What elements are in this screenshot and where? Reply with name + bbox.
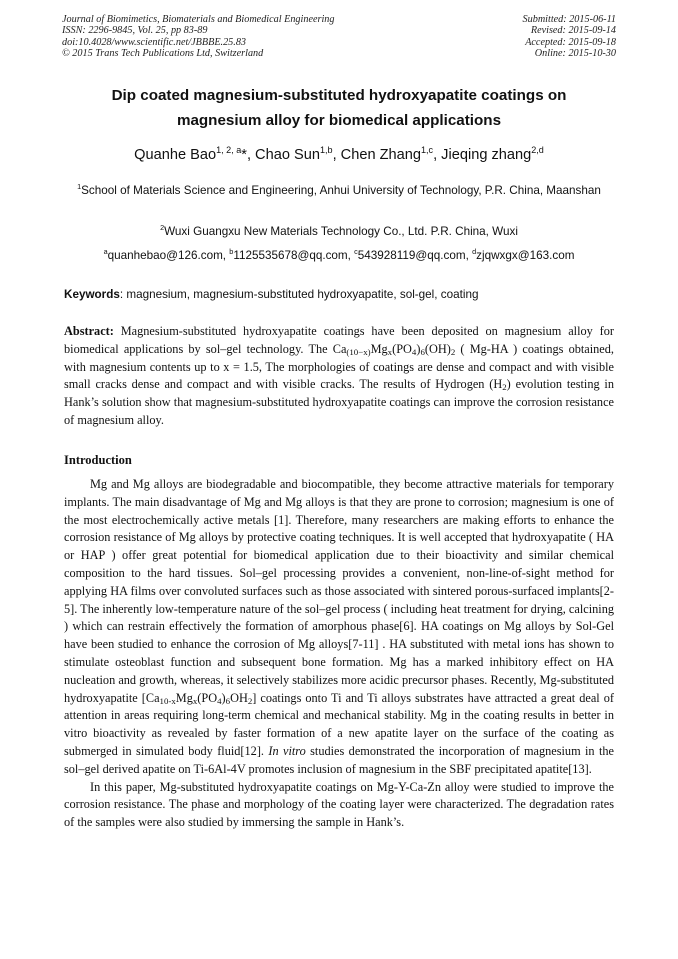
affiliation-2-number: 2 [160, 223, 165, 233]
affiliation-2 [70, 222, 608, 242]
intro-text: OH [230, 690, 248, 705]
abstract-sub: (10−x) [346, 346, 371, 357]
email-a-mark: a [103, 247, 108, 257]
abstract-sub: 6 [420, 346, 425, 357]
abstract-sub: x [387, 346, 393, 357]
doi-info: doi:10.4028/www.scientific.net/JBBBE.25.83 [62, 36, 247, 48]
copyright-info: © 2015 Trans Tech Publications Ltd, Switzerland [62, 48, 264, 60]
abstract-text: (PO [392, 341, 412, 356]
author-2: , Chao Sun [246, 147, 320, 163]
abstract [64, 323, 614, 430]
email-b[interactable]: 1125535678@qq.com, [233, 249, 355, 262]
keywords [64, 287, 614, 303]
abstract-text: Mg [370, 341, 388, 356]
accepted-date: Accepted: 2015-09-18 [525, 36, 616, 48]
intro-paragraph-1 [64, 476, 614, 779]
intro-text: studies demonstrated the incorporation of magnesium in the sol–gel derived apatite on Ti-6Al-4V promotes inclusion of magnesium in the SBF precipitated apatite[13]. [64, 743, 614, 776]
abstract-sub: 2 [450, 346, 456, 357]
journal-header [62, 14, 616, 60]
intro-text: ] coatings onto Ti and Ti alloys substrates have attracted a great deal of attention in areas requiring long-term chemical and mechanical stability. Mg in the coating results in better in vitro bioactivity as revealed by faster formation of a new apatite layer on the surface of the coating as submerged in simulated body fluid[12]. [64, 690, 614, 758]
intro-text: Mg [175, 690, 193, 705]
intro-text: ) [221, 690, 226, 705]
submitted-date: Submitted: 2015-06-11 [522, 14, 616, 25]
author-2-affil: 1,b [319, 145, 333, 156]
intro-sub: 6 [225, 695, 231, 706]
author-list [40, 145, 638, 165]
title-line-1: Dip coated magnesium-substituted hydroxyapatite coatings on [111, 87, 567, 104]
email-c[interactable]: 543928119@qq.com, [357, 249, 473, 262]
abstract-text: ) [416, 341, 421, 356]
email-b-mark: b [229, 247, 234, 257]
affiliation-1 [70, 181, 608, 201]
author-emails [40, 246, 638, 265]
online-date: Online: 2015-10-30 [534, 48, 616, 60]
author-4-affil: 2,d [531, 145, 544, 156]
email-d[interactable]: zjqwxgx@163.com [476, 249, 575, 262]
issn-info: ISSN: 2296-9845, Vol. 25, pp 83-89 [62, 25, 208, 37]
affiliation-2-text: Wuxi Guangxu New Materials Technology Co., Ltd. P.R. China, Wuxi [164, 225, 518, 238]
abstract-label: Abstract: [64, 324, 114, 338]
email-a[interactable]: quanhebao@126.com, [107, 249, 230, 262]
abstract-text: ( Mg-HA ) coatings obtained, with magnesium contents up to x = 1.5, The morphologies of coatings are dense and compact and with visible small cracks dense and compact and with visible cracks. The results of Hydrogen (H [64, 341, 614, 392]
abstract-sub: 2 [502, 382, 507, 393]
intro-sub: x [192, 695, 198, 706]
journal-name: Journal of Biomimetics, Biomaterials and Biomedical Engineering [62, 14, 335, 25]
keywords-text: : magnesium, magnesium-substituted hydroxyapatite, sol-gel, coating [119, 288, 479, 301]
abstract-text: (OH) [424, 341, 451, 356]
intro-sub: 10-x [159, 695, 176, 706]
keywords-label: Keywords [64, 288, 120, 301]
author-1-affil: 1, 2, a [216, 145, 242, 156]
corresponding-mark: * [241, 147, 247, 163]
author-1: Quanhe Bao [134, 147, 217, 163]
intro-text: (PO [197, 690, 218, 705]
intro-paragraph-2: In this paper, Mg-substituted hydroxyapatite coatings on Mg-Y-Ca-Zn alloy were studied to improve the corrosion resistance. The phase and morphology of the coating layer were characterized. The degradation rates of the samples were also studied by immersing the sample in Hank’s. [64, 779, 614, 830]
intro-sub: 2 [247, 695, 253, 706]
affiliation-1-number: 1 [77, 182, 82, 192]
author-3: , Chen Zhang [332, 147, 421, 163]
email-d-mark: d [472, 247, 477, 257]
abstract-text: ) evolution testing in Hank’s solution show that magnesium-substituted hydroxyapatite coatings can improve the corrosion resistance of magnesium alloy. [64, 377, 614, 427]
intro-text: Mg and Mg alloys are biodegradable and biocompatible, they become attractive materials for temporary implants. The main disadvantage of Mg and Mg alloys is that they are prone to corrosion; magnesium is one of the most electrochemically active metals [1]. Therefore, many researchers are making efforts to enhance the corrosion resistance of Mg alloys by protective coating techniques. It is well accepted that hydroxyapatite ( HA or HAP ) offer great potential for biomedical application due to their bioactivity and similar chemical composition to the hard tissues. Sol–gel processing provides a convenient, non-line-of-sight method for applying HA films over convoluted surfaces such as those associated with sintered porous-surfaced implants[2-5]. The inherently low-temperature nature of the sol–gel process ( including heat treatment for drying, calcining ) which can restrain effectively the formation of amorphous phase[6]. HA coatings on Mg alloys by Sol-Gel have been studied to enhance the corrosion of Mg alloys[7-11] . HA substituted with metal ions has shown to stimulate osteoblast function and subsequent bone formation. Mg has a marked inhibitory effect on HA nucleation and growth, whereas, it selectively stabilizes more acidic precursor phases. Recently, Mg-substituted hydroxyapatite [Ca [64, 477, 614, 705]
email-c-mark: c [354, 247, 358, 257]
paper-title [40, 84, 638, 133]
affiliation-1-text: School of Materials Science and Engineering, Anhui University of Technology, P.R. China, Maanshan [81, 184, 601, 197]
introduction-body [64, 476, 614, 832]
introduction-heading: Introduction [64, 453, 132, 467]
author-4: , Jieqing zhang [433, 147, 532, 163]
abstract-text: Magnesium-substituted hydroxyapatite coatings have been deposited on magnesium alloy for biomedical applications by sol–gel technology. The Ca [64, 324, 614, 356]
title-line-2: magnesium alloy for biomedical applications [176, 111, 502, 129]
abstract-sub: 4 [411, 346, 417, 357]
intro-italic: In vitro [268, 743, 306, 758]
author-3-affil: 1,c [421, 145, 434, 156]
intro-sub: 4 [217, 695, 222, 706]
revised-date: Revised: 2015-09-14 [530, 25, 616, 37]
